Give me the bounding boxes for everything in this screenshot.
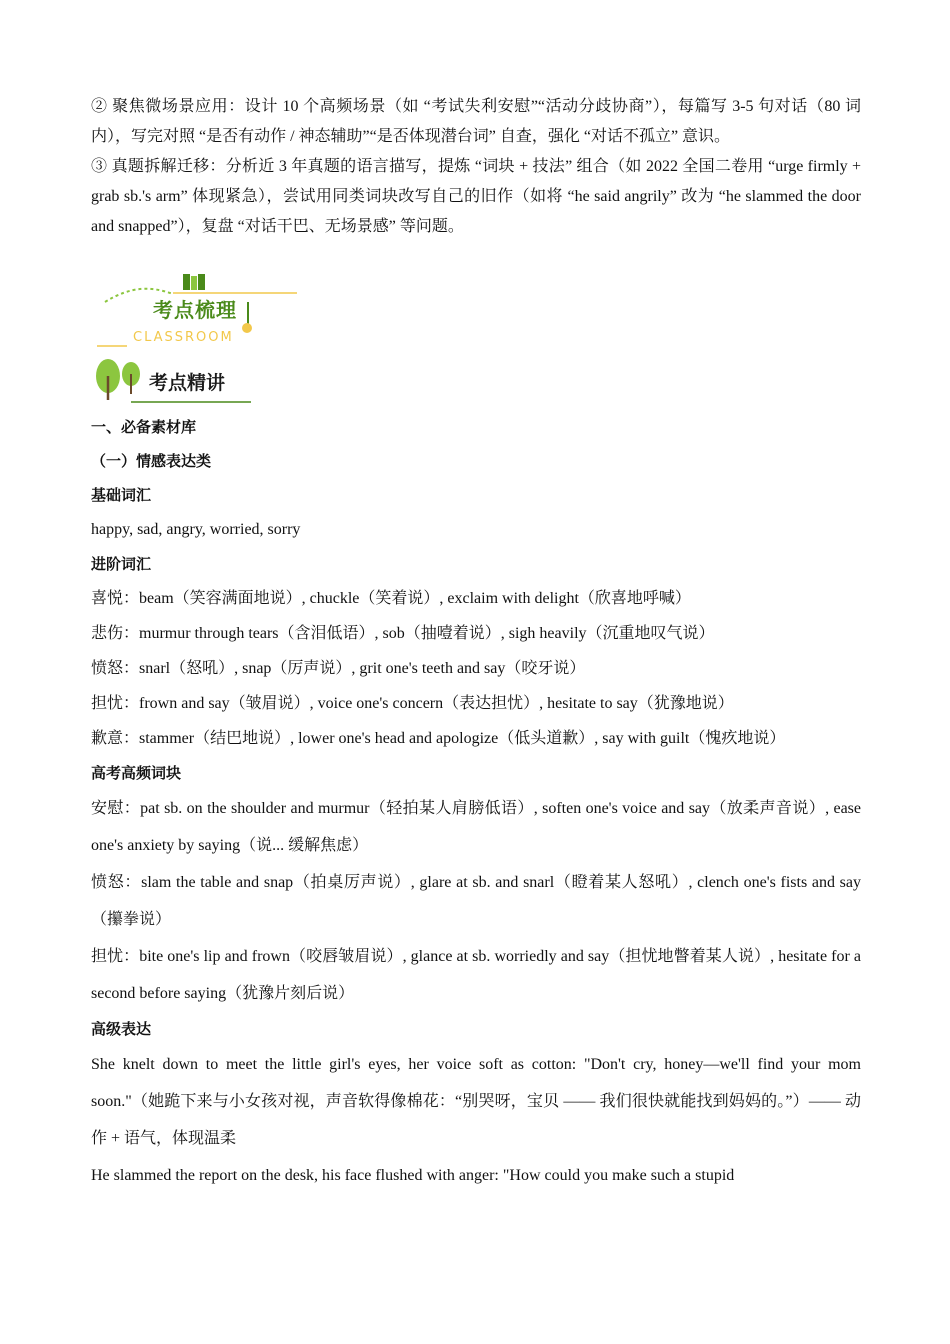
- phrase-item: 安慰：pat sb. on the shoulder and murmur（轻拍某人肩膀低语）, soften one's voice and say（放柔声音说）, ease one's anxiety by saying（说... 缓解焦虑）: [91, 800, 861, 854]
- advanced-vocab-item: 喜悦：beam（笑容满面地说）, chuckle（笑着说）, exclaim with delight（欣喜地呼喊）: [91, 590, 691, 607]
- phrase-item: 愤怒：slam the table and snap（拍桌厉声说）, glare at sb. and snarl（瞪着某人怒吼）, clench one's fists and say（攥拳说）: [91, 874, 861, 928]
- intro-paragraph-2: ② 聚焦微场景应用：设计 10 个高频场景（如 “考试失利安慰”“活动分歧协商”），每篇写 3-5 句对话（80 词内），写完对照 “是否有动作 / 神态辅助”“是否体现潜台词” 自查，强化 “对话不孤立” 意识。: [91, 98, 861, 145]
- intro-paragraph-3: ③ 真题拆解迁移：分析近 3 年真题的语言描写，提炼 “词块 + 技法” 组合（如 2022 全国二卷用 “urge firmly + grab sb.'s arm” 体现紧急），尝试用同类词块改写自己的旧作（如将 “he said angrily” 改为 “he slammed the door and snapped”），复盘 “对话干巴、无场景感” 等问题。: [91, 158, 861, 235]
- intro-section: [91, 92, 861, 242]
- advanced-vocab-item: 担忧：frown and say（皱眉说）, voice one's concern（表达担忧）, hesitate to say（犹豫地说）: [91, 695, 734, 712]
- banner-subtitle: CLASSROOM: [133, 330, 234, 345]
- heading-level-1: 一、必备素材库: [91, 418, 197, 436]
- section-heading-label: 考点精讲: [149, 372, 226, 394]
- heading-basic-vocab: 基础词汇: [91, 486, 152, 504]
- banner-title: 考点梳理: [153, 298, 237, 322]
- advanced-vocab-item: 悲伤：murmur through tears（含泪低语）, sob（抽噎着说）, sigh heavily（沉重地叹气说）: [91, 625, 715, 642]
- heading-phrases: 高考高频词块: [91, 764, 182, 782]
- phrase-item: 担忧：bite one's lip and frown（咬唇皱眉说）, glance at sb. worriedly and say（担忧地瞥着某人说）, hesitate for a second before saying（犹豫片刻后说）: [91, 948, 861, 1002]
- heading-level-2: （一）情感表达类: [91, 452, 212, 470]
- expression-item: She knelt down to meet the little girl's eyes, her voice soft as cotton: "Don't cry, honey—we'll find your mom soon."（她跪下来与小女孩对视，声音软得像棉花：“别哭呀，宝贝 —— 我们很快就能找到妈妈的。”）—— 动作 + 语气，体现温柔: [91, 1056, 861, 1147]
- advanced-vocab-item: 歉意：stammer（结巴地说）, lower one's head and apologize（低头道歉）, say with guilt（愧疚地说）: [91, 730, 786, 747]
- expression-item: He slammed the report on the desk, his face flushed with anger: "How could you make such a stupid: [91, 1167, 735, 1184]
- heading-expressions: 高级表达: [91, 1020, 152, 1038]
- basic-vocab-list: happy, sad, angry, worried, sorry: [91, 521, 301, 538]
- material-library: [91, 410, 861, 1194]
- advanced-vocab-item: 愤怒：snarl（怒吼）, snap（厉声说）, grit one's teeth and say（咬牙说）: [91, 660, 586, 677]
- document-page: [91, 92, 861, 1194]
- heading-advanced-vocab: 进阶词汇: [91, 555, 152, 573]
- section-heading: [91, 356, 261, 406]
- classroom-banner: [91, 266, 311, 354]
